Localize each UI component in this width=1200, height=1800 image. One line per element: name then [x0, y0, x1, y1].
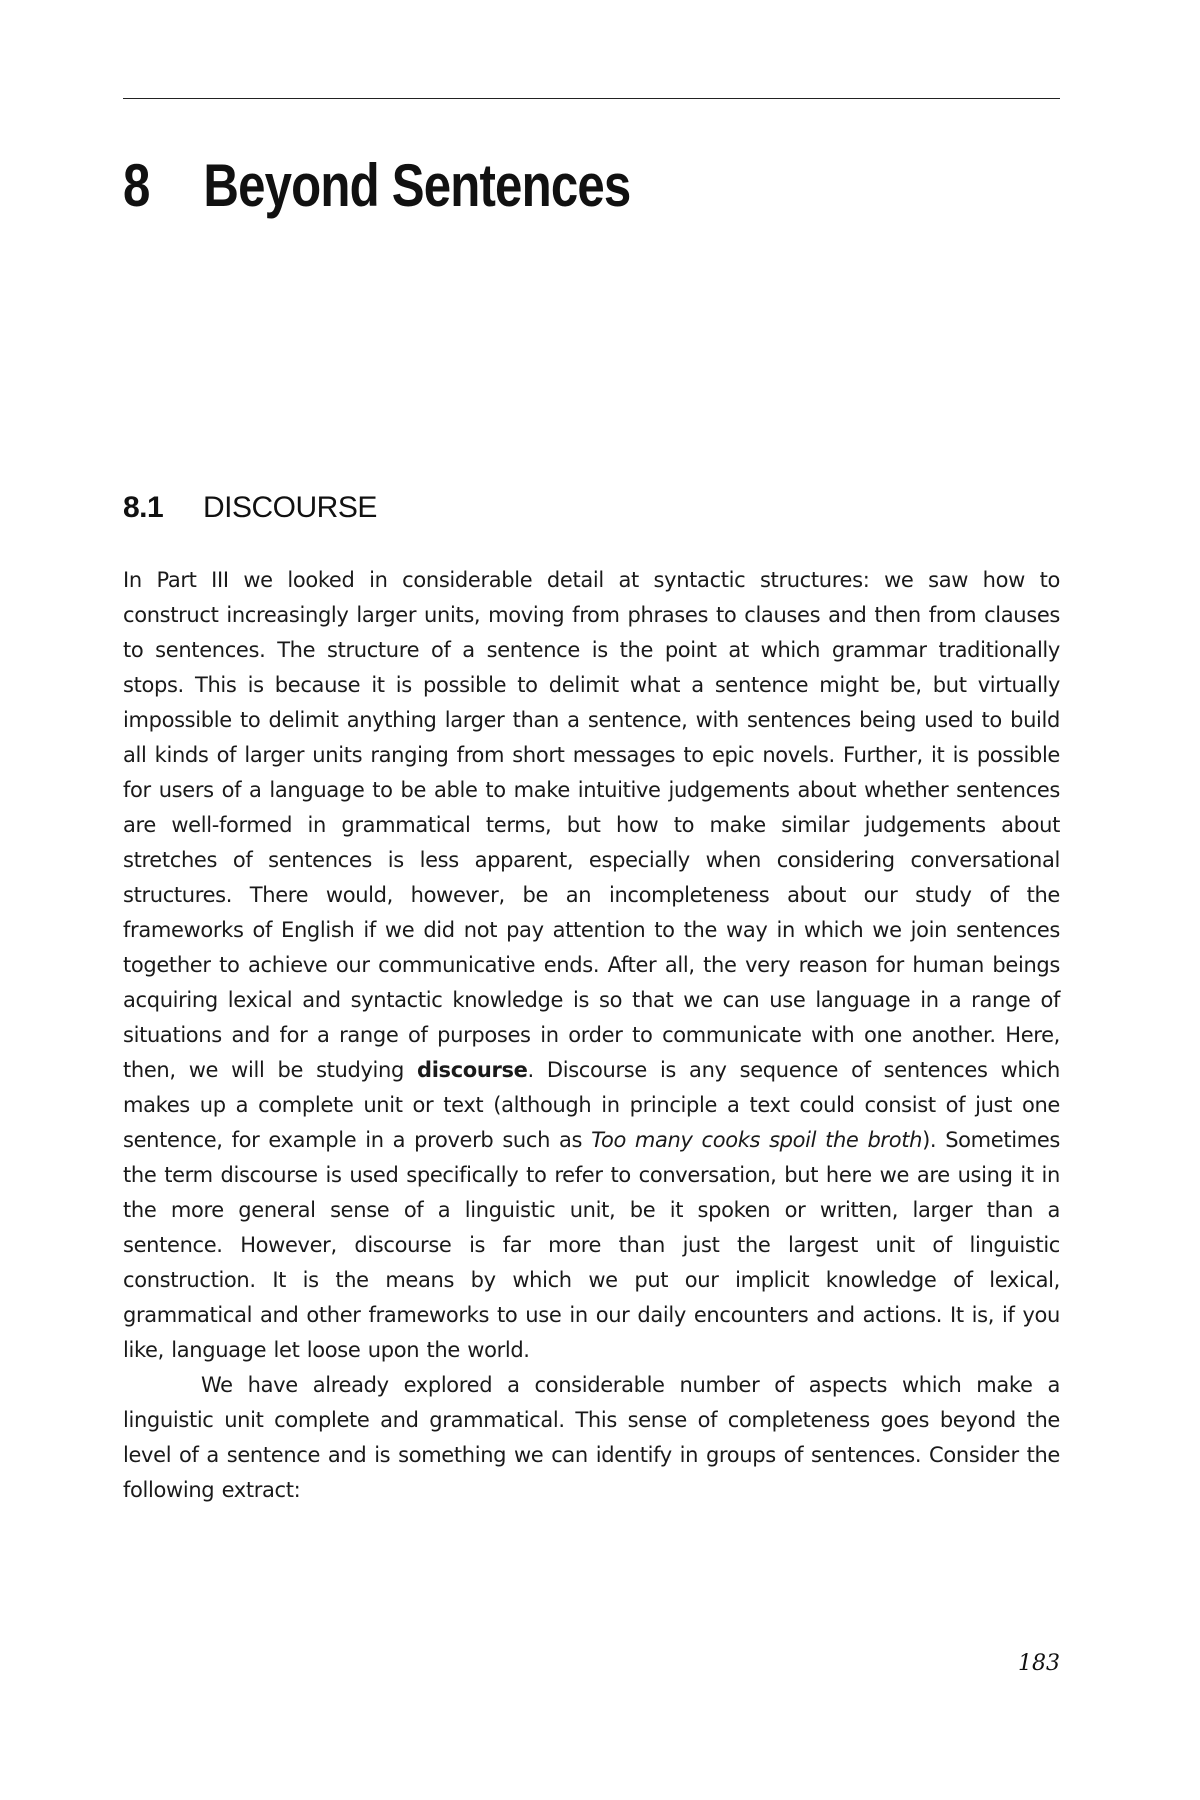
- proverb-example: Too many cooks spoil the broth: [591, 1128, 923, 1152]
- paragraph-1: [123, 563, 1060, 1368]
- paragraph-1-text-c: ). Sometimes the term discourse is used specifically to refer to conversation, but here we are using it in the more general sense of a linguistic unit, be it spoken or written, larger than a sentence. However, discourse is far more than just the largest unit of linguistic construction. It is the means by which we put our implicit knowledge of lexical, grammatical and other frameworks to use in our daily encounters and actions. It is, if you like, language let loose upon the world.: [123, 1128, 1060, 1362]
- chapter-heading: [123, 150, 630, 222]
- section-title: DISCOURSE: [203, 491, 377, 524]
- section-number: 8.1: [123, 491, 164, 524]
- top-rule: [123, 98, 1060, 99]
- paragraph-1-text-a: In Part III we looked in considerable detail at syntactic structures: we saw how to construct increasingly larger units, moving from phrases to clauses and then from clauses to sentences. The structure of a sentence is the point at which grammar traditionally stops. This is because it is possible to delimit what a sentence might be, but virtually impossible to delimit anything larger than a sentence, with sentences being used to build all kinds of larger units ranging from short messages to epic novels. Further, it is possible for users of a language to be able to make intuitive judgements about whether sentences are well-formed in grammatical terms, but how to make similar judgements about stretches of sentences is less apparent, especially when considering conversational structures. There would, however, be an incompleteness about our study of the frameworks of English if we did not pay attention to the way in which we join sentences together to achieve our communicative ends. After all, the very reason for human beings acquiring lexical and syntactic knowledge is so that we can use language in a range of situations and for a range of purposes in order to communicate with one another. Here, then, we will be studying: [123, 568, 1060, 1082]
- paragraph-2: We have already explored a considerable number of aspects which make a linguistic unit complete and grammatical. This sense of completeness goes beyond the level of a sentence and is something we can identify in groups of sentences. Consider the following extract:: [123, 1373, 1060, 1502]
- chapter-title: Beyond Sentences: [203, 152, 631, 219]
- term-discourse: discourse: [417, 1058, 528, 1082]
- chapter-number: 8: [123, 152, 150, 219]
- section-heading: [123, 490, 377, 526]
- body-text: [123, 563, 1060, 1508]
- page-number: 183: [1018, 1651, 1060, 1676]
- paragraph-1-text-b: . Discourse is any sequence of sentences which makes up a complete unit or text (although in principle a text could consist of just one sentence, for example in a proverb such as: [123, 1058, 1061, 1152]
